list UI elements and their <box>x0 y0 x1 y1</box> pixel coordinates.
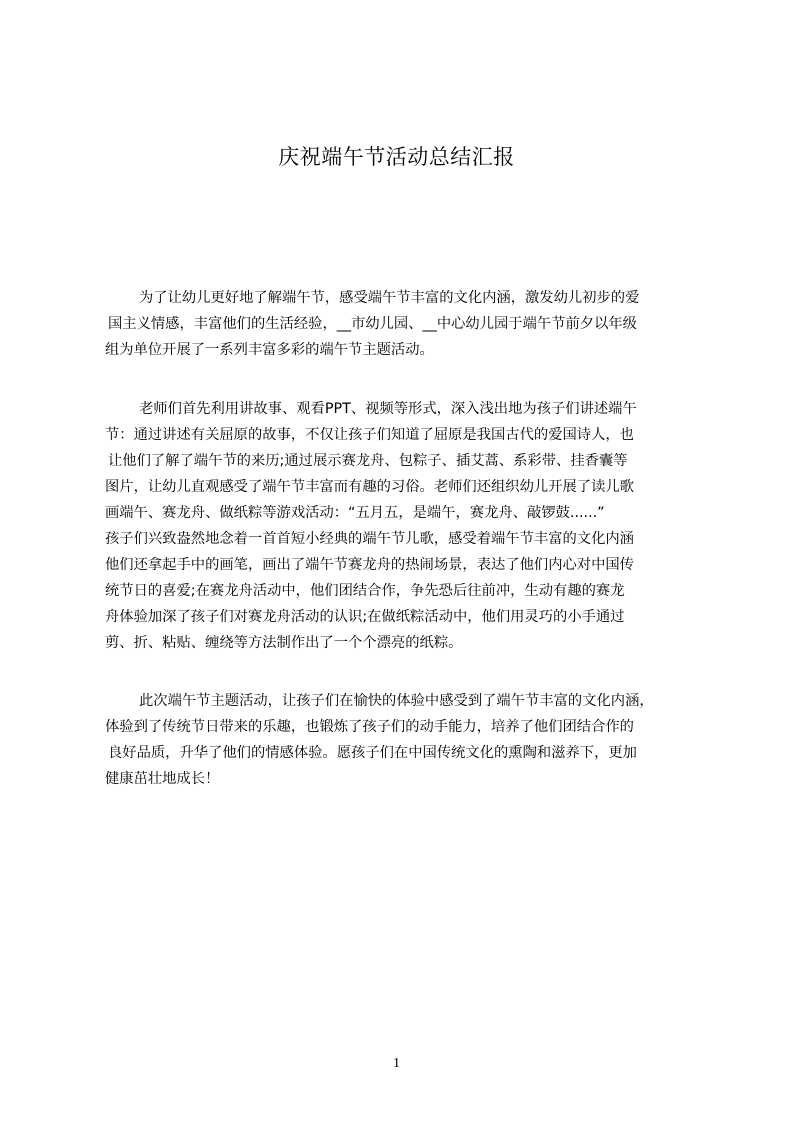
paragraph-line: 为了让幼儿更好地了解端午节，感受端午节丰富的文化内涵，激发幼儿初步的爱 <box>139 290 640 306</box>
page-number: 1 <box>393 1056 400 1071</box>
paragraph-line: 画端午、赛龙舟、做纸粽等游戏活动：“五月五，是端午，赛龙舟、敲锣鼓......” <box>105 505 605 521</box>
paragraph-line: 国主义情感，丰富他们的生活经验，__市幼儿园、__中心幼儿园于端午节前夕以年级 <box>108 316 637 332</box>
paragraph-line: 他们还拿起手中的画笔，画出了端午节赛龙舟的热闹场景，表达了他们内心对中国传 <box>105 557 634 573</box>
paragraph-line: 组为单位开展了一系列丰富多彩的端午节主题活动。 <box>105 342 434 358</box>
paragraph-line: 统节日的喜爱;在赛龙舟活动中，他们团结合作，争先恐后往前冲，生动有趣的赛龙 <box>105 583 625 599</box>
paragraph-line: 舟体验加深了孩子们对赛龙舟活动的认识;在做纸粽活动中，他们用灵巧的小手通过 <box>105 609 625 625</box>
paragraph-line: 让他们了解了端午节的来历;通过展示赛龙舟、包粽子、插艾蒿、系彩带、挂香囊等 <box>108 453 628 469</box>
paragraph-line: 此次端午节主题活动，让孩子们在愉快的体验中感受到了端午节丰富的文化内涵， <box>139 693 654 709</box>
paragraph-line: 良好品质，升华了他们的情感体验。愿孩子们在中国传统文化的熏陶和滋养下，更加 <box>108 745 637 761</box>
paragraph-line: 老师们首先利用讲故事、观看PPT、视频等形式，深入浅出地为孩子们讲述端午 <box>139 401 637 417</box>
paragraph-line: 体验到了传统节日带来的乐趣，也锻炼了孩子们的动手能力，培养了他们团结合作的 <box>105 719 634 735</box>
paragraph-line: 图片，让幼儿直观感受了端午节丰富而有趣的习俗。老师们还组织幼儿开展了读儿歌 <box>105 479 634 495</box>
document-title: 庆祝端午节活动总结汇报 <box>278 145 515 169</box>
paragraph-line: 健康茁壮地成长！ <box>105 771 220 787</box>
paragraph-line: 节：通过讲述有关屈原的故事，不仅让孩子们知道了屈原是我国古代的爱国诗人，也 <box>105 427 634 443</box>
paragraph-line: 孩子们兴致盎然地念着一首首短小经典的端午节儿歌，感受着端午节丰富的文化内涵 <box>105 531 634 547</box>
paragraph-line: 剪、折、粘贴、缠绕等方法制作出了一个个漂亮的纸粽。 <box>105 635 463 651</box>
